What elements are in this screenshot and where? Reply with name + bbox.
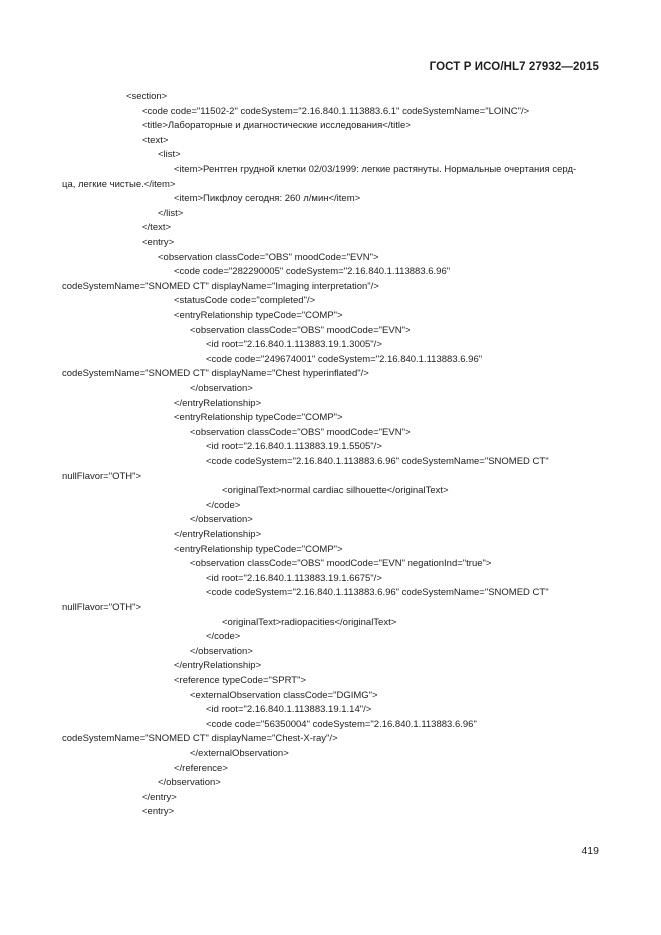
code-line: <reference typeCode="SPRT">: [174, 675, 306, 686]
code-line: <originalText>radiopacities</originalText>: [222, 616, 397, 628]
code-line: codeSystemName="SNOMED CT" displayName="Chest-X-ray"/>: [62, 733, 338, 745]
code-line: <id root="2.16.840.1.113883.19.1.14"/>: [206, 704, 372, 716]
code-line: <observation classCode="OBS" moodCode="EVN" negationInd="true">: [190, 558, 492, 570]
page-number: 419: [581, 845, 599, 857]
code-line: </entryRelationship>: [174, 660, 262, 672]
code-line: <title>Лабораторные и диагностические исследования</title>: [142, 120, 411, 132]
code-line: <id root="2.16.840.1.113883.19.1.6675"/>: [206, 572, 382, 584]
code-line: </entryRelationship>: [174, 397, 262, 409]
code-line: </entryRelationship>: [174, 529, 262, 540]
code-line: <observation classCode="OBS" moodCode="EVN">: [190, 426, 411, 438]
code-line: <entryRelationship typeCode="COMP">: [174, 543, 343, 555]
code-line: <entryRelationship typeCode="COMP">: [174, 412, 343, 424]
code-line: <externalObservation classCode="DGIMG">: [190, 689, 378, 701]
page-header-standard: ГОСТ Р ИСО/HL7 27932—2015: [429, 61, 599, 73]
code-line: <text>: [142, 134, 169, 146]
code-line: nullFlavor="OTH">: [62, 470, 142, 482]
code-line: </observation>: [190, 645, 253, 657]
code-line: <entry>: [142, 806, 175, 818]
code-line: <id root="2.16.840.1.113883.19.1.3005"/>: [206, 339, 382, 351]
code-line: <code code="11502-2" codeSystem="2.16.840.1.113883.6.1" codeSystemName="LOINC"/>: [142, 105, 530, 117]
code-line: <item>Пикфлоу сегодня: 260 л/мин</item>: [174, 193, 361, 205]
code-line: <observation classCode="OBS" moodCode="EVN">: [158, 251, 379, 263]
code-line: <list>: [158, 149, 181, 161]
code-line: <code codeSystem="2.16.840.1.113883.6.96" codeSystemName="SNOMED CT": [206, 587, 549, 599]
code-line: </code>: [206, 499, 241, 511]
code-line: <code code="56350004" codeSystem="2.16.840.1.113883.6.96": [206, 718, 477, 730]
code-line: <originalText>normal cardiac silhouette</originalText>: [222, 485, 449, 497]
code-line: </text>: [142, 222, 172, 234]
code-line: <statusCode code="completed"/>: [174, 295, 316, 307]
code-line: codeSystemName="SNOMED CT" displayName="Imaging interpretation"/>: [62, 280, 379, 292]
code-line: </externalObservation>: [190, 748, 289, 759]
code-line: <entry>: [142, 237, 175, 248]
code-line: ца, легкие чистые.</item>: [62, 178, 176, 190]
code-line: </observation>: [190, 383, 253, 394]
code-line: <code code="282290005" codeSystem="2.16.840.1.113883.6.96": [174, 266, 451, 278]
code-line: </entry>: [142, 791, 177, 803]
code-line: <code codeSystem="2.16.840.1.113883.6.96" codeSystemName="SNOMED CT": [206, 456, 549, 467]
code-line: <id root="2.16.840.1.113883.19.1.5505"/>: [206, 441, 382, 453]
code-line: <section>: [126, 91, 168, 102]
code-line: <item>Рентген грудной клетки 02/03/1999: легкие растянуты. Нормальные очертания серд-: [174, 164, 577, 175]
code-line: </observation>: [190, 514, 253, 526]
code-line: <entryRelationship typeCode="COMP">: [174, 310, 343, 321]
code-line: </observation>: [158, 777, 221, 789]
code-line: <observation classCode="OBS" moodCode="EVN">: [190, 324, 411, 336]
code-line: </reference>: [174, 762, 228, 774]
code-line: </list>: [158, 207, 184, 219]
code-line: </code>: [206, 631, 241, 643]
code-line: nullFlavor="OTH">: [62, 602, 142, 613]
code-line: codeSystemName="SNOMED CT" displayName="Chest hyperinflated"/>: [62, 368, 369, 380]
code-line: <code code="249674001" codeSystem="2.16.840.1.113883.6.96": [206, 353, 483, 365]
